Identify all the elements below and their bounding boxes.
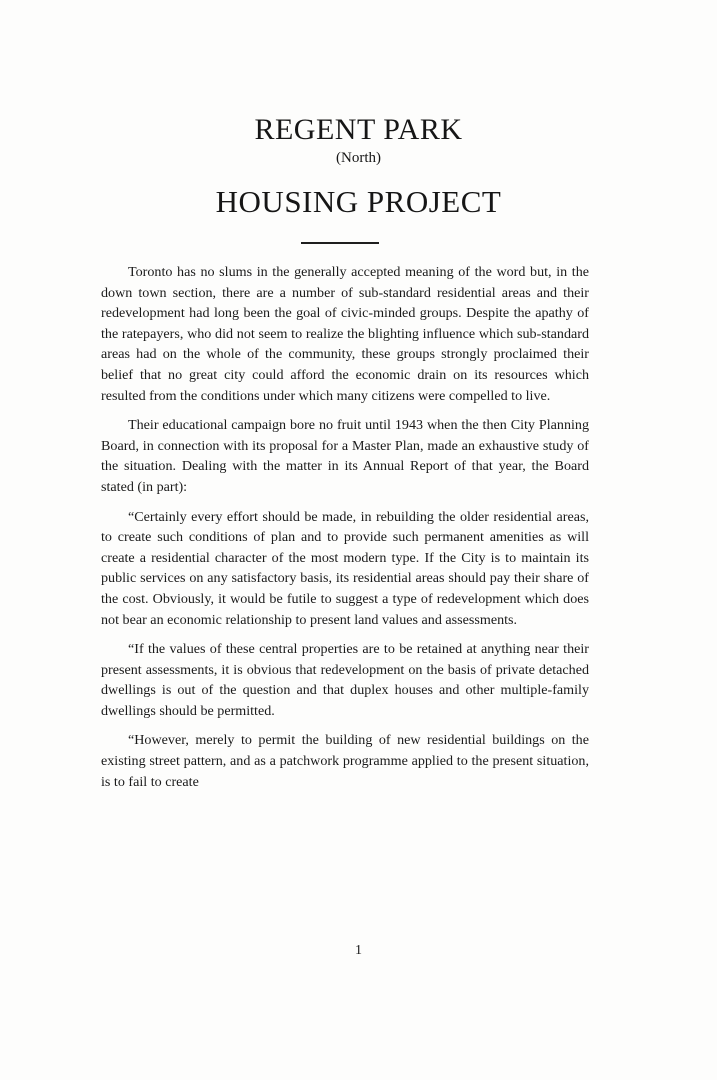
title-housing-project: HOUSING PROJECT: [215, 184, 502, 219]
page-number: 1: [355, 943, 362, 958]
paragraph: Toronto has no slums in the generally accepted meaning of the word but, in the down town section, there are a number of sub-standard residential areas and their redevelopment had long been the goal of civic-minded groups. Despite the apathy of the ratepayers, who did not seem to realize the blighting influence which sub-standard areas had on the whole of the community, these groups strongly proclaimed their belief that no great city could afford the economic drain on its resources which resulted from the conditions under which many citizens were compelled to live.: [101, 264, 589, 404]
body-text: [101, 262, 589, 801]
paragraph: “If the values of these central properties are to be retained at anything near their present assessments, it is obvious that redevelopment on the basis of private detached dwellings is out of the question and that duplex houses and other multiple-family dwellings should be permitted.: [101, 641, 589, 719]
paragraph: “However, merely to permit the building of new residential buildings on the existing street pattern, and as a patchwork programme applied to the present situation, is to fail to create: [101, 732, 589, 790]
paragraph: Their educational campaign bore no fruit until 1943 when the then City Planning Board, in connection with its proposal for a Master Plan, made an exhaustive study of the situation. Dealing with the matter in its Annual Report of that year, the Board stated (in part):: [101, 417, 589, 495]
title-north: (North): [336, 150, 381, 166]
paragraph: “Certainly every effort should be made, in rebuilding the older residential areas, to create such conditions of plan and to provide such permanent amenities as will create a residential character of the most modern type. If the City is to maintain its public services on any satisfactory basis, its residential areas should pay their share of the cost. Obviously, it would be futile to suggest a type of redevelopment which does not bear an economic relationship to present land values and assessments.: [101, 508, 589, 628]
title-divider: [301, 242, 379, 244]
title-regent-park: REGENT PARK: [254, 113, 463, 146]
